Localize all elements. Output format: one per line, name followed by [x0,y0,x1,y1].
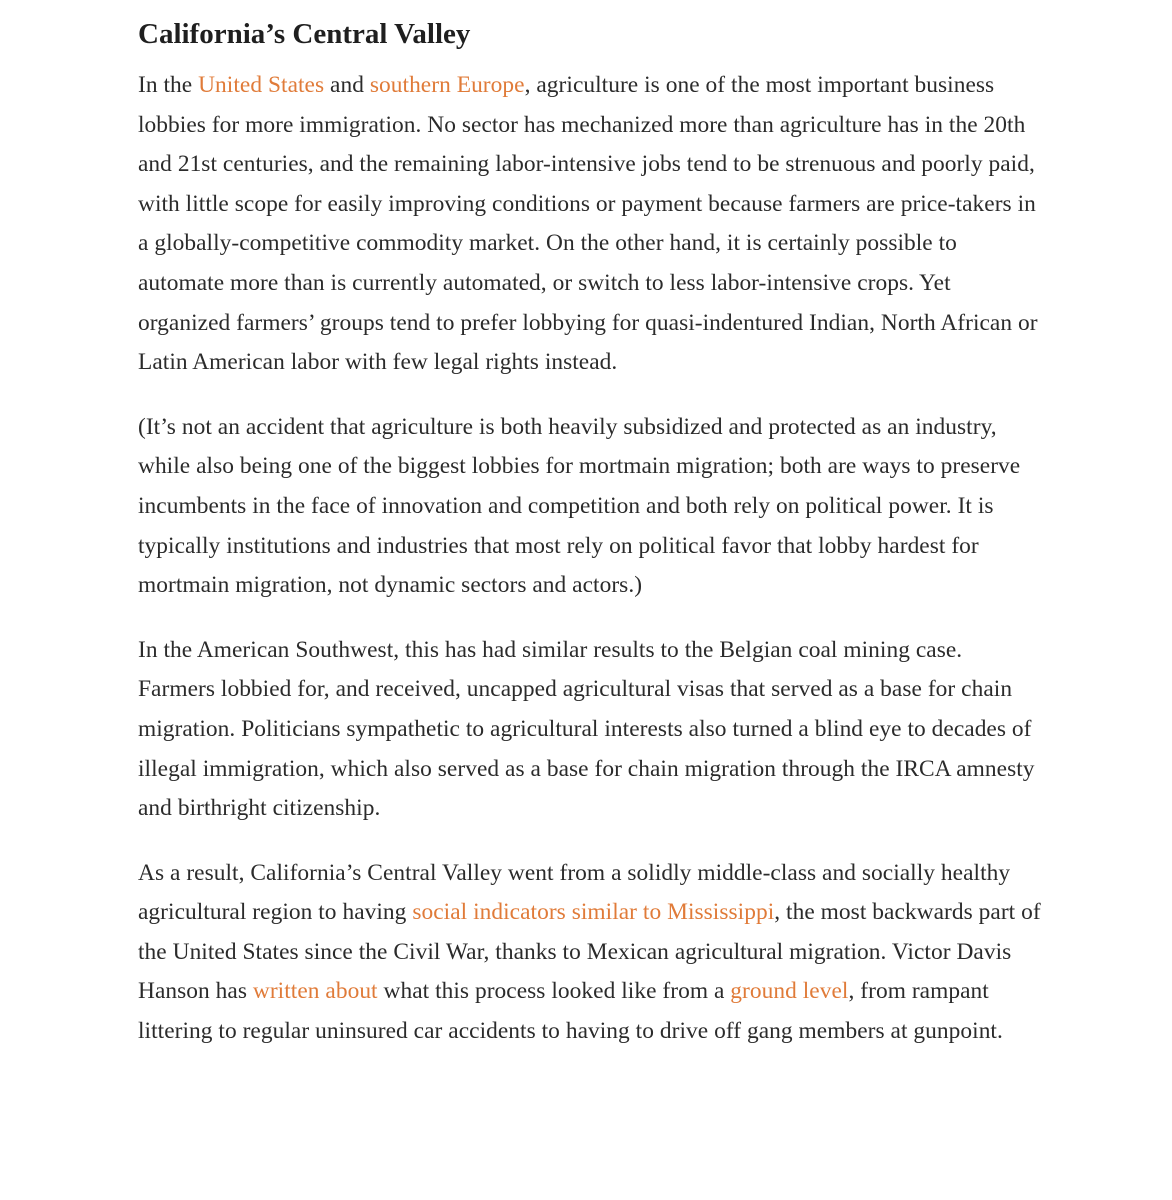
paragraph-central-valley-result [138,854,1043,1052]
link-ground-level[interactable]: ground level [730,978,849,1005]
paragraph-text: , from rampant littering to regular uninsured car accidents to having to drive off gang members at gunpoint. [138,978,1003,1045]
article [138,14,1043,1077]
paragraph-text: As a result, California’s Central Valley went from a solidly middle-class and socially healthy agricultural region to having [138,859,1011,926]
paragraph-text: , the most backwards part of the United States since the Civil War, thanks to Mexican agricultural migration. Victor Davis Hanson has [138,899,1041,1005]
paragraph-text: In the [138,72,199,98]
paragraph-agriculture-lobbies [138,66,1043,383]
paragraph-text: what this process looked like from a [377,978,731,1005]
paragraph-text: , agriculture is one of the most important business lobbies for more immigration. No sector has mechanized more than agriculture has in the 20th and 21st centuries, and the remaining labor-intensive jobs tend to be strenuous and poorly paid, with little scope for easily improving conditions or payment because farmers are price-takers in a globally-competitive commodity market. On the other hand, it is certainly possible to automate more than is currently automated, or switch to less labor-intensive crops. Yet organized farmers’ groups tend to prefer lobbying for quasi-indentured Indian, North African or Latin American labor with few legal rights instead. [138,72,1038,376]
section-heading: California’s Central Valley [138,18,471,50]
link-southern-europe[interactable]: southern Europe [369,72,525,98]
link-social-indicators[interactable]: social indicators similar to Mississippi [412,899,775,926]
paragraph-american-southwest: In the American Southwest, this has had similar results to the Belgian coal mining case. Farmers lobbied for, and received, uncapped agricultural visas that served as a base for chain migration. Politicians sympathetic to agricultural interests also turned a blind eye to decades of illegal immigration, which also served as a base for chain migration through the IRCA amnesty and birthright citizenship. [138,636,1035,822]
paragraph-subsidized-aside: (It’s not an accident that agriculture is both heavily subsidized and protected as an industry, while also being one of the biggest lobbies for mortmain migration; both are ways to preserve incumbents in the face of innovation and competition and both rely on political power. It is typically institutions and industries that most rely on political favor that lobby hardest for mortmain migration, not dynamic sectors and actors.) [138,413,1021,599]
link-written-about[interactable]: written about [252,978,378,1005]
link-united-states[interactable]: United States [198,72,325,98]
paragraph-text: and [324,72,370,98]
